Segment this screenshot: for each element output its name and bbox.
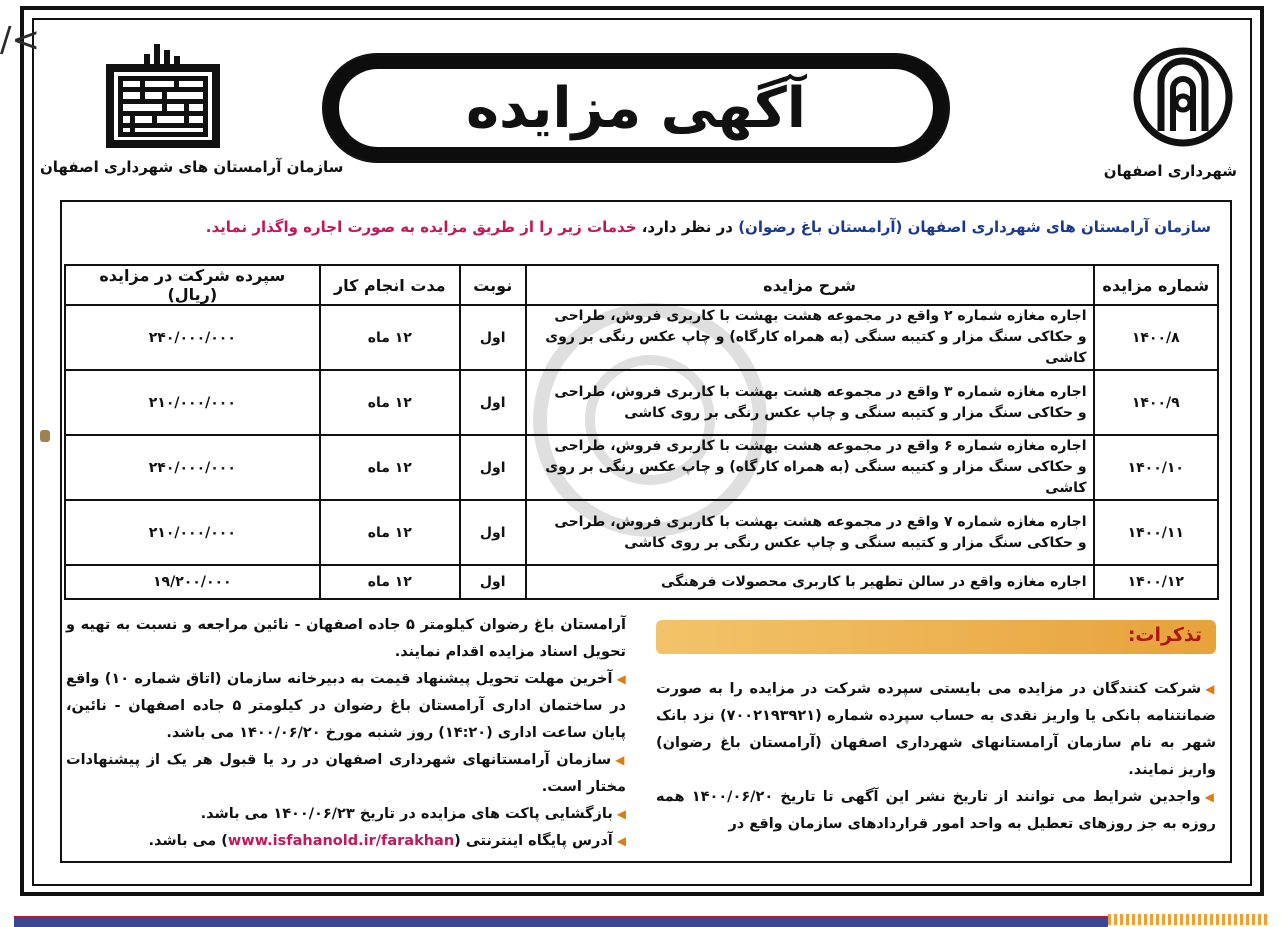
cemeteries-organization-logo <box>104 42 222 150</box>
website-link[interactable]: www.isfahanold.ir/farakhan <box>227 833 455 849</box>
note-item <box>66 828 626 855</box>
cell-round: اول <box>460 305 526 370</box>
page-title: آگهی مزایده <box>339 69 933 147</box>
notes-header <box>656 620 1216 654</box>
note-text: آخرین مهلت تحویل پیشنهاد قیمت به دبیرخانه سازمان (اتاق شماره ۱۰) واقع در ساختمان اداری آرامستان باغ رضوان در کیلومتر ۵ جاده اصفهان - نائین، پایان ساعت اداری (۱۴:۲۰) روز شنبه مورخ ۱۴۰۰/۰۶/۲۰ می باشد. <box>66 671 626 741</box>
cell-description <box>526 500 1094 565</box>
header-description: شرح مزایده <box>526 265 1094 305</box>
table-row <box>65 500 1218 565</box>
intro-middle: در نظر دارد، <box>636 218 739 236</box>
note-item <box>656 784 1216 838</box>
cell-duration: ۱۲ ماه <box>320 435 460 500</box>
cell-round: اول <box>460 435 526 500</box>
desc-line: اجاره مغازه شماره ۷ واقع در مجموعه هشت بهشت با کاربری فروش، طراحی <box>554 513 1087 530</box>
table-header-row <box>65 265 1218 305</box>
cell-description <box>526 370 1094 435</box>
desc-line: و حکاکی سنگ مزار و کتیبه سنگی (به همراه کارگاه) و چاپ عکس رنگی بر روی کاشی <box>545 459 1087 496</box>
cell-deposit: ۲۱۰/۰۰۰/۰۰۰ <box>65 370 320 435</box>
side-mark <box>40 430 50 442</box>
cell-deposit: ۱۹/۲۰۰/۰۰۰ <box>65 565 320 599</box>
note-item <box>66 666 626 747</box>
bottom-stripe <box>1108 914 1268 925</box>
cell-duration: ۱۲ ماه <box>320 500 460 565</box>
org-right-name: شهرداری اصفهان <box>1103 162 1237 180</box>
cell-round: اول <box>460 565 526 599</box>
cell-description <box>526 565 1094 599</box>
desc-line: اجاره مغازه واقع در سالن تطهیر با کاربری محصولات فرهنگی <box>660 573 1087 590</box>
table-row <box>65 435 1218 500</box>
desc-line: و حکاکی سنگ مزار و کتیبه سنگی و چاپ عکس رنگی بر روی کاشی <box>624 534 1087 551</box>
cell-duration: ۱۲ ماه <box>320 305 460 370</box>
note-text: بازگشایی پاکت های مزایده در تاریخ ۱۴۰۰/۰۶/۲۳ می باشد. <box>200 806 613 822</box>
note-item <box>66 747 626 801</box>
isfahan-municipality-logo <box>1131 45 1235 155</box>
cell-round: اول <box>460 370 526 435</box>
cell-number: ۱۴۰۰/۱۱ <box>1094 500 1218 565</box>
header-round: نوبت <box>460 265 526 305</box>
note-text: واجدین شرایط می توانند از تاریخ نشر این آگهی تا تاریخ ۱۴۰۰/۰۶/۲۰ همه روزه به جز روزهای تعطیل به واحد امور قراردادهای سازمان واقع در <box>656 789 1216 832</box>
table-row <box>65 565 1218 599</box>
website-prefix: آدرس پایگاه اینترنتی ( <box>454 833 613 849</box>
desc-line: اجاره مغازه شماره ۲ واقع در مجموعه هشت بهشت با کاربری فروش، طراحی <box>554 308 1087 324</box>
header-number: شماره مزایده <box>1094 265 1218 305</box>
intro-text <box>70 218 1211 236</box>
note-continuation: آرامستان باغ رضوان کیلومتر ۵ جاده اصفهان - نائین مراجعه و نسبت به تهیه و تحویل اسناد مزایده اقدام نمایند. <box>66 617 626 660</box>
desc-line: و حکاکی سنگ مزار و کتیبه سنگی (به همراه کارگاه) و چاپ عکس رنگی بر روی کاشی <box>545 329 1087 366</box>
cell-duration: ۱۲ ماه <box>320 370 460 435</box>
note-item <box>66 801 626 828</box>
notes-left-column <box>66 612 626 855</box>
title-banner <box>322 53 950 163</box>
cell-deposit: ۲۴۰/۰۰۰/۰۰۰ <box>65 435 320 500</box>
bottom-bar <box>14 916 1108 927</box>
note-text: سازمان آرامستانهای شهرداری اصفهان در رد یا قبول هر یک از پیشنهادات مختار است. <box>66 752 626 795</box>
bullet-icon: ◀ <box>616 672 626 686</box>
bullet-icon: ◀ <box>1205 682 1216 696</box>
table-row <box>65 305 1218 370</box>
cell-duration: ۱۲ ماه <box>320 565 460 599</box>
bullet-icon: ◀ <box>1204 790 1216 804</box>
cell-deposit: ۲۱۰/۰۰۰/۰۰۰ <box>65 500 320 565</box>
desc-line: اجاره مغازه شماره ۳ واقع در مجموعه هشت بهشت با کاربری فروش، طراحی <box>554 383 1087 400</box>
note-item <box>656 676 1216 784</box>
cell-number: ۱۴۰۰/۱۰ <box>1094 435 1218 500</box>
notes-title: تذکرات: <box>1127 624 1202 646</box>
header-duration: مدت انجام کار <box>320 265 460 305</box>
desc-line: و حکاکی سنگ مزار و کتیبه سنگی و چاپ عکس رنگی بر روی کاشی <box>624 404 1087 421</box>
header-deposit: سپرده شرکت در مزایده (ریال) <box>65 265 320 305</box>
notes-right-column <box>656 676 1216 838</box>
cell-description <box>526 435 1094 500</box>
bullet-icon: ◀ <box>616 834 626 848</box>
handwritten-mark: /< <box>0 20 40 60</box>
cell-number: ۱۴۰۰/۸ <box>1094 305 1218 370</box>
website-suffix: ) می باشد. <box>148 833 228 849</box>
cell-round: اول <box>460 500 526 565</box>
intro-org: سازمان آرامستان های شهرداری اصفهان (آرامستان باغ رضوان) <box>738 218 1211 236</box>
cell-number: ۱۴۰۰/۹ <box>1094 370 1218 435</box>
table-row <box>65 370 1218 435</box>
note-text: شرکت کنندگان در مزایده می بایستی سپرده شرکت در مزایده را به صورت ضمانتنامه بانکی یا واریز نقدی به حساب سپرده شماره (۷۰۰۲۱۹۳۹۲۱) نزد بانک شهر به نام سازمان آرامستانهای شهرداری اصفهان (آرامستان باغ رضوان) واریز نمایند. <box>656 681 1217 778</box>
cell-description <box>526 305 1094 370</box>
cell-number: ۱۴۰۰/۱۲ <box>1094 565 1218 599</box>
bullet-icon: ◀ <box>615 753 626 767</box>
org-left-name: سازمان آرامستان های شهرداری اصفهان <box>40 158 344 176</box>
desc-line: اجاره مغازه شماره ۶ واقع در مجموعه هشت بهشت با کاربری فروش، طراحی <box>554 438 1087 454</box>
auction-table <box>64 264 1219 600</box>
cell-deposit: ۲۴۰/۰۰۰/۰۰۰ <box>65 305 320 370</box>
bullet-icon: ◀ <box>616 807 626 821</box>
intro-services: خدمات زیر را از طریق مزایده به صورت اجاره واگذار نماید. <box>205 218 637 236</box>
